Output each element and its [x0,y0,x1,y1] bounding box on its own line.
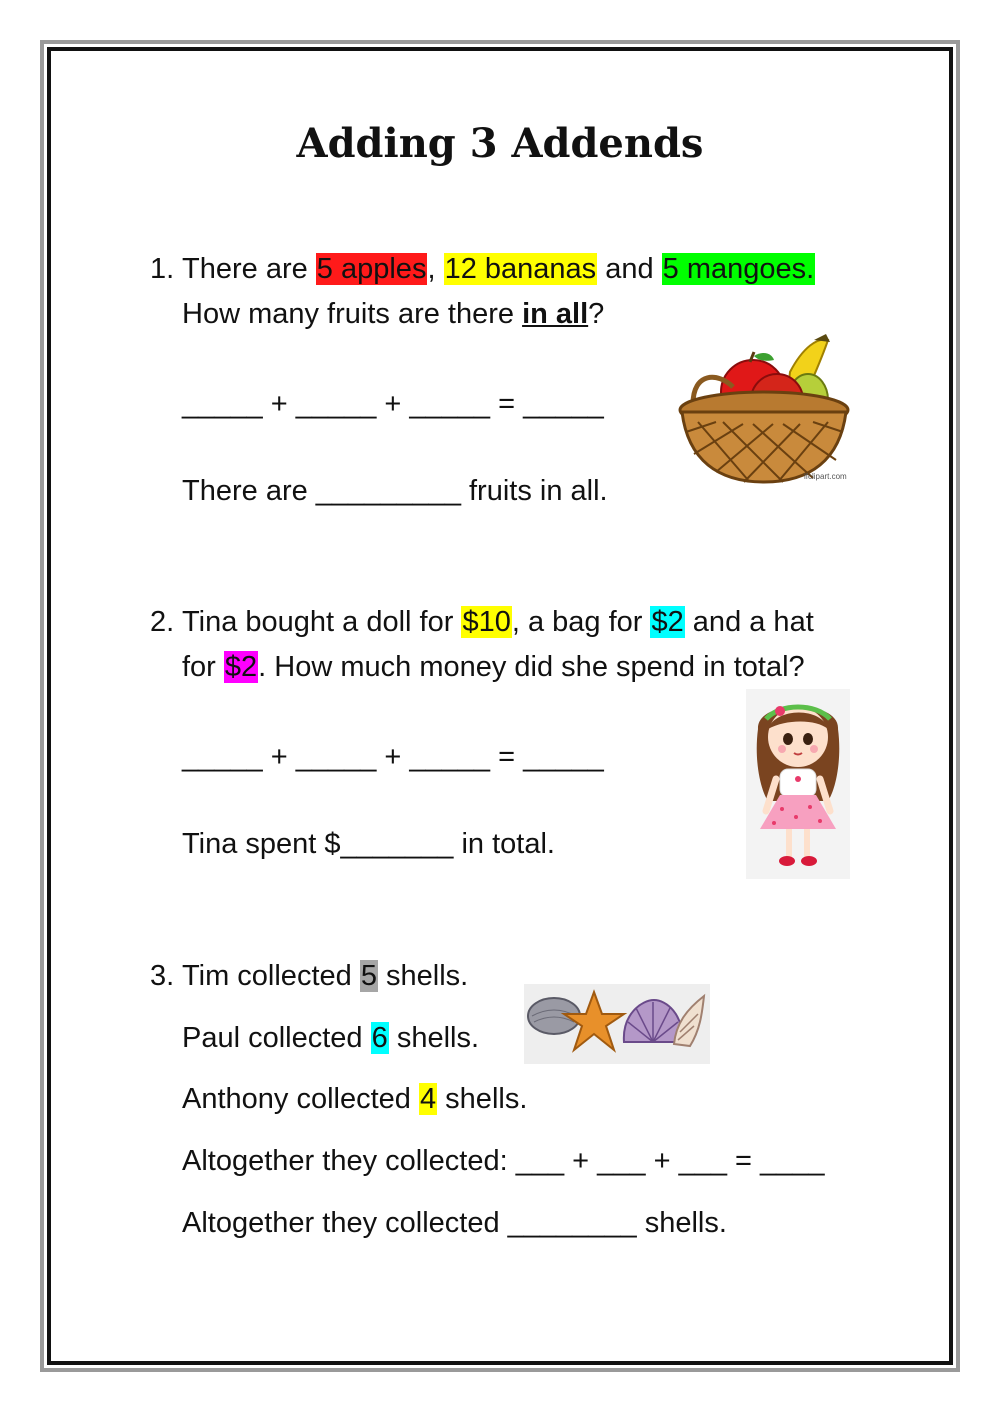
q1-line-2 [182,296,604,332]
q3-paul-text: Paul collected [182,1022,371,1054]
q3-number: 3. [150,960,175,992]
q1-text-b: , [427,253,444,285]
q3-highlight-anthony: 4 [419,1083,437,1115]
q2-text-c: and a hat [684,606,814,638]
q1-number: 1. [150,253,175,285]
q1-highlight-mangoes: 5 mangoes. [662,253,815,285]
q3-answer: Altogether they collected ________ shells. [182,1207,727,1239]
q3-line-tim [182,958,468,994]
q2-number: 2. [150,606,175,638]
q1-equation: _____ + _____ + _____ = _____ [182,388,604,420]
worksheet-title: Adding 3 Addends [296,120,704,167]
q3-tim-text: Tim collected [182,960,360,992]
q2-answer: Tina spent $_______ in total. [182,828,555,860]
q3-anthony-text: Anthony collected [182,1083,419,1115]
q2-text-for: for [182,651,224,683]
q3-highlight-paul: 6 [371,1022,388,1054]
girl-doll-image [746,689,850,879]
q1-text-question: How many fruits are there [182,298,523,330]
q3-line-paul [182,1020,479,1056]
q1-question-mark: ? [588,298,605,330]
q2-highlight-doll-price: $10 [462,606,511,638]
fruit-basket-image [678,332,858,490]
q3-anthony-shells: shells. [437,1083,528,1115]
q2-text-b: , a bag for [511,606,651,638]
q2-text-question: . How much money did she spend in total? [258,651,805,683]
q2-line-2 [182,649,805,685]
seashells-image [524,984,710,1064]
q3-highlight-tim: 5 [360,960,377,992]
basket-watermark: lfclipart.com [804,472,847,481]
q1-text-a: There are [182,253,316,285]
q1-line-1 [182,251,815,287]
q3-line-anthony [182,1081,527,1117]
q1-in-all: in all [522,298,589,330]
q3-paul-shells: shells. [388,1022,480,1054]
q3-tim-shells: shells. [377,960,469,992]
q1-answer: There are _________ fruits in all. [182,475,608,507]
q2-text-a: Tina bought a doll for [182,606,462,638]
q2-highlight-bag-price: $2 [651,606,684,638]
q2-highlight-hat-price: $2 [224,651,258,683]
q1-highlight-apples: 5 apples [316,253,427,285]
q1-text-c: and [597,253,662,285]
q3-equation: Altogether they collected: ___ + ___ + ___ = ____ [182,1145,825,1177]
q2-equation: _____ + _____ + _____ = _____ [182,741,604,773]
q1-highlight-bananas: 12 bananas [444,253,597,285]
q2-line-1 [182,604,814,640]
